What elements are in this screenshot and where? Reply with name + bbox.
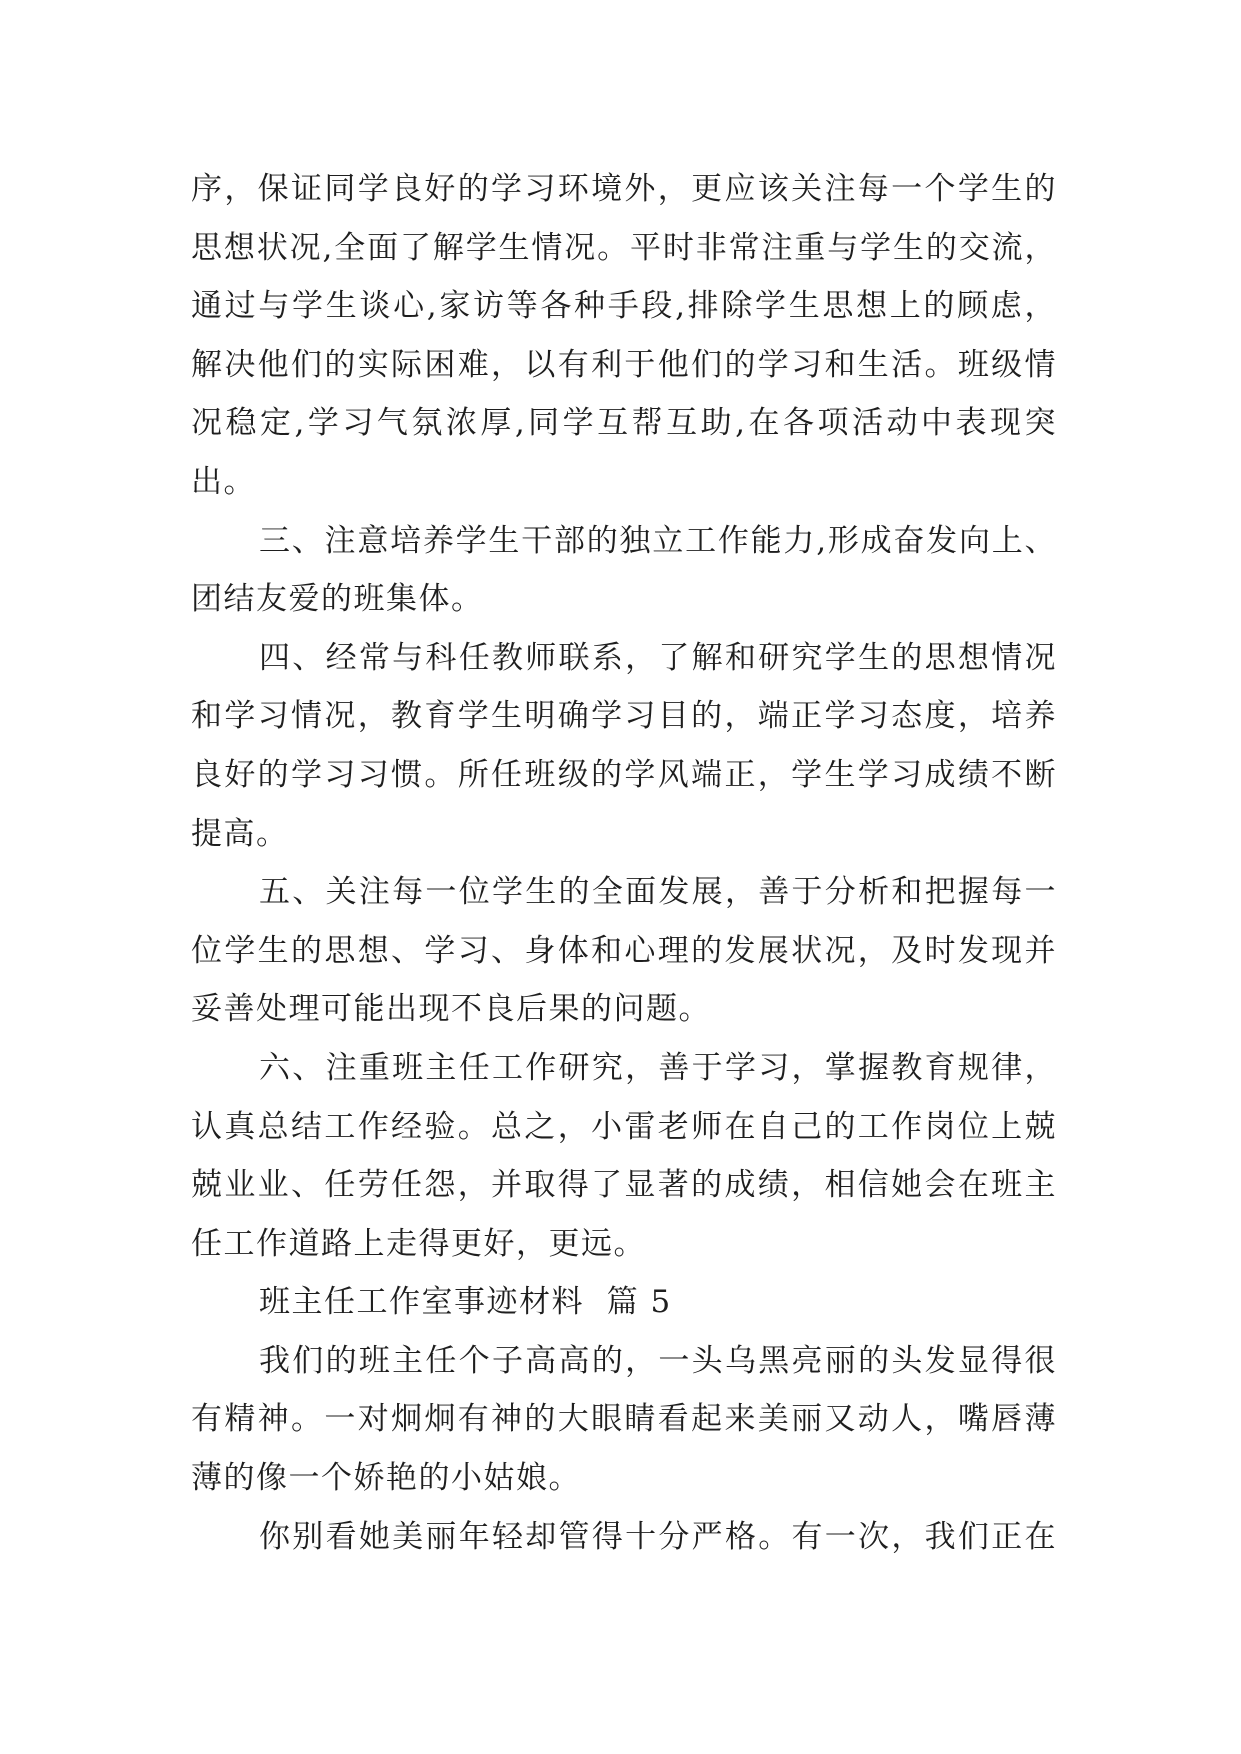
text-line: 四、经常与科任教师联系，了解和研究学生的思想情况: [259, 639, 1057, 676]
text-line: 和学习情况，教育学生明确学习目的，端正学习态度，培养: [191, 698, 1057, 735]
section-heading: 班主任工作室事迹材料 篇 5: [259, 1284, 672, 1321]
paragraph-point-five: [191, 863, 1057, 1039]
text-line: 兢业业、任劳任怨，并取得了显著的成绩，相信她会在班主: [191, 1167, 1057, 1204]
text-line: 认真总结工作经验。总之，小雷老师在自己的工作岗位上兢: [191, 1108, 1057, 1145]
text-line: 思想状况,全面了解学生情况。平时非常注重与学生的交流，: [191, 229, 1057, 266]
paragraph-teacher-description: [191, 1332, 1057, 1508]
paragraph-strict-teacher: [191, 1508, 1057, 1567]
text-line: 位学生的思想、学习、身体和心理的发展状况，及时发现并: [191, 932, 1057, 969]
text-line: 我们的班主任个子高高的，一头乌黑亮丽的头发显得很: [259, 1342, 1057, 1379]
text-line: 你别看她美丽年轻却管得十分严格。有一次，我们正在: [259, 1518, 1057, 1555]
document-body: [191, 160, 1057, 1566]
text-line: 三、注意培养学生干部的独立工作能力,形成奋发向上、: [259, 522, 1057, 559]
text-line: 五、关注每一位学生的全面发展，善于分析和把握每一: [259, 874, 1057, 911]
text-line: 解决他们的实际困难，以有利于他们的学习和生活。班级情: [191, 346, 1057, 383]
paragraph-class-management: [191, 160, 1057, 512]
text-line: 任工作道路上走得更好，更远。: [191, 1225, 646, 1262]
paragraph-point-six: [191, 1039, 1057, 1273]
paragraph-point-three: [191, 512, 1057, 629]
text-line: 六、注重班主任工作研究，善于学习，掌握教育规律，: [259, 1049, 1057, 1086]
text-line: 通过与学生谈心,家访等各种手段,排除学生思想上的顾虑，: [191, 288, 1057, 325]
text-line: 有精神。一对炯炯有神的大眼睛看起来美丽又动人，嘴唇薄: [191, 1401, 1057, 1438]
text-line: 提高。: [191, 815, 289, 852]
text-line: 良好的学习习惯。所任班级的学风端正，学生学习成绩不断: [191, 756, 1057, 793]
paragraph-point-four: [191, 629, 1057, 863]
text-line: 序，保证同学良好的学习环境外，更应该关注每一个学生的: [191, 171, 1057, 207]
text-line: 妥善处理可能出现不良后果的问题。: [191, 991, 711, 1028]
text-line: 况稳定,学习气氛浓厚,同学互帮互助,在各项活动中表现突: [191, 405, 1057, 442]
text-line: 薄的像一个娇艳的小姑娘。: [191, 1460, 581, 1497]
text-line: 团结友爱的班集体。: [191, 581, 484, 618]
text-line: 出。: [191, 463, 256, 500]
